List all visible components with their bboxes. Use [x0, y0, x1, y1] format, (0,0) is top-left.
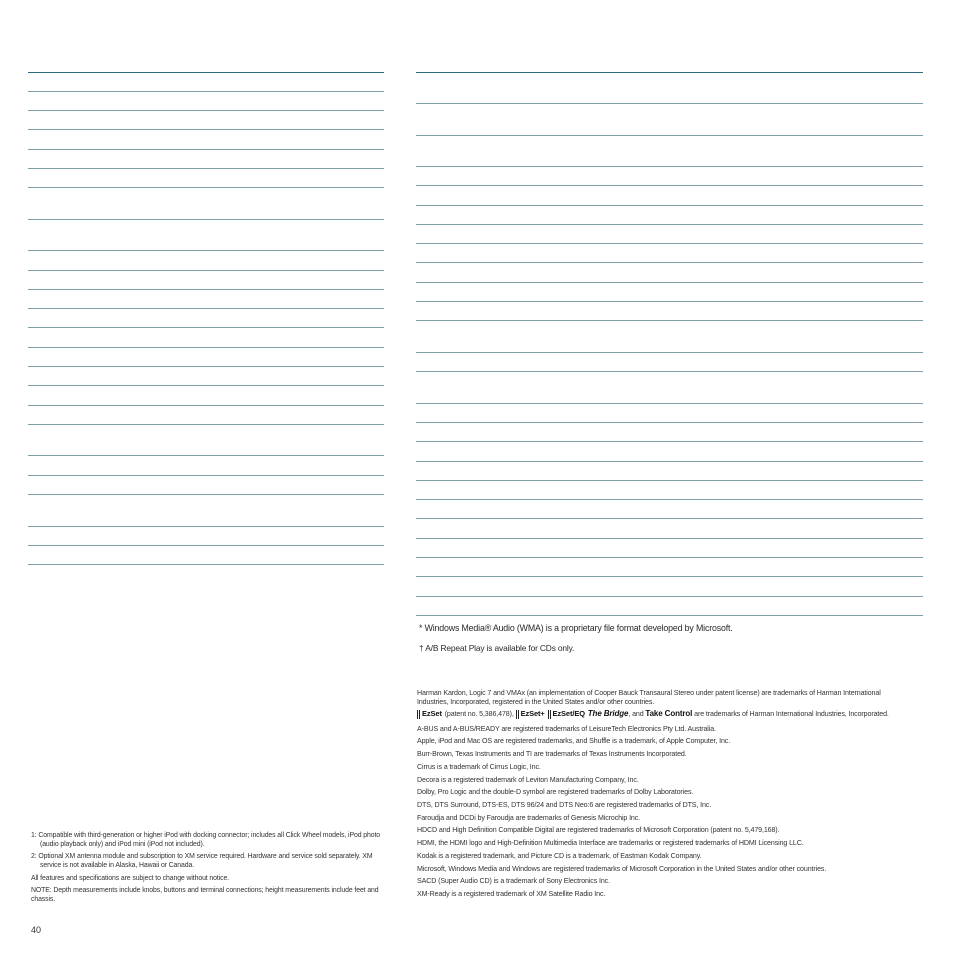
trademark-line: XM-Ready is a registered trademark of XM Satellite Radio Inc. — [417, 889, 606, 898]
receiver-spec-value — [132, 270, 259, 289]
dvd-spec-value — [658, 422, 791, 441]
dvd-spec-value — [791, 372, 923, 404]
dvd-spec-value — [791, 302, 923, 321]
dvd-spec-label — [416, 244, 525, 263]
receiver-spec-value — [132, 309, 259, 328]
dvd-row — [416, 480, 923, 499]
receiver-row — [28, 456, 384, 475]
dvd-row — [416, 538, 923, 557]
dvd-spec-value — [525, 224, 658, 243]
receiver-spec-label — [28, 149, 132, 168]
receiver-spec-value — [132, 168, 259, 187]
ezset-patent-text: (patent no. 5,386,478), — [444, 710, 514, 719]
dvd-spec-value — [525, 72, 658, 104]
receiver-spec-label — [28, 526, 132, 545]
dvd-row — [416, 263, 923, 282]
receiver-model-header — [259, 55, 384, 72]
dvd-row — [416, 104, 923, 136]
dvd-spec-value — [525, 302, 658, 321]
trademark-line: Burr-Brown, Texas Instruments and TI are trademarks of Texas Instruments Incorporated. — [417, 750, 687, 759]
receiver-spec-value — [259, 289, 384, 308]
receiver-spec-value — [132, 289, 259, 308]
receiver-spec-label — [28, 72, 132, 91]
dvd-spec-value — [658, 352, 791, 371]
dvd-spec-value — [525, 577, 658, 596]
receiver-spec-value — [259, 149, 384, 168]
dvd-spec-label — [416, 282, 525, 301]
dvd-spec-label — [416, 558, 525, 577]
dvd-spec-label — [416, 186, 525, 205]
receiver-row — [28, 545, 384, 564]
dvd-spec-value — [658, 500, 791, 519]
receiver-spec-value — [259, 168, 384, 187]
receiver-spec-value — [259, 130, 384, 149]
dvd-spec-value — [658, 442, 791, 461]
dvd-spec-label — [416, 224, 525, 243]
receiver-spec-label — [28, 386, 132, 405]
receiver-model-header — [132, 55, 259, 72]
dvd-row — [416, 461, 923, 480]
receiver-spec-value — [132, 219, 259, 251]
dvd-spec-value — [525, 352, 658, 371]
receiver-spec-label — [28, 219, 132, 251]
dvd-spec-value — [658, 224, 791, 243]
receiver-spec-label — [28, 545, 132, 564]
trademark-line: HDMI, the HDMI logo and High-Definition Multimedia Interface are trademarks or registered trademarks of HDMI Licensing LLC. — [417, 839, 804, 848]
dvd-spec-value — [658, 461, 791, 480]
receiver-spec-value — [259, 270, 384, 289]
dvd-spec-value — [791, 558, 923, 577]
receiver-spec-label — [28, 367, 132, 386]
receiver-spec-value — [259, 251, 384, 270]
receiver-spec-value — [132, 149, 259, 168]
receiver-spec-value — [132, 405, 259, 424]
dvd-spec-label — [416, 480, 525, 499]
dvd-spec-label — [416, 104, 525, 136]
dvd-spec-label — [416, 263, 525, 282]
trademark-notices — [417, 689, 907, 901]
dvd-spec-value — [658, 519, 791, 538]
dvd-spec-value — [525, 167, 658, 186]
receiver-spec-value — [132, 347, 259, 366]
dvd-spec-value — [658, 538, 791, 557]
page-number: 40 — [31, 925, 42, 935]
ezset-eq-logo: EzSet/EQ — [548, 710, 585, 719]
receiver-row — [28, 130, 384, 149]
repeat-play-footnote: † A/B Repeat Play is available for CDs only. — [419, 643, 575, 653]
ipod-compat-note: 1: Compatible with third-generation or higher iPod with docking connector; includes all Click Wheel models, iPod photo (audio playback only) and iPod mini (iPod not included). — [31, 832, 381, 848]
receiver-spec-label — [28, 168, 132, 187]
dvd-spec-value — [791, 263, 923, 282]
receiver-row — [28, 149, 384, 168]
receiver-spec-value — [259, 219, 384, 251]
dvd-spec-label — [416, 519, 525, 538]
dvd-model-header — [791, 55, 923, 72]
dvd-spec-value — [658, 403, 791, 422]
receiver-spec-label — [28, 130, 132, 149]
receiver-spec-value — [259, 386, 384, 405]
dvd-row — [416, 403, 923, 422]
receiver-spec-label — [28, 309, 132, 328]
dvd-spec-value — [525, 461, 658, 480]
dvd-spec-value — [525, 263, 658, 282]
receiver-row — [28, 111, 384, 130]
depth-measurement-note: NOTE: Depth measurements include knobs, buttons and terminal connections; height measurements include feet and chassis. — [31, 887, 379, 904]
receiver-spec-value — [132, 367, 259, 386]
dvd-spec-value — [791, 519, 923, 538]
dvd-spec-value — [791, 442, 923, 461]
dvd-spec-value — [525, 135, 658, 167]
receiver-spec-label — [28, 347, 132, 366]
dvd-model-header — [525, 55, 658, 72]
receiver-spec-value — [259, 545, 384, 564]
receiver-row — [28, 424, 384, 456]
trademark-line: Kodak is a registered trademark, and Picture CD is a trademark, of Eastman Kodak Company. — [417, 851, 702, 860]
the-bridge-logo: The Bridge — [587, 709, 629, 719]
dvd-spec-value — [791, 461, 923, 480]
receiver-row — [28, 289, 384, 308]
receiver-spec-value — [132, 424, 259, 456]
dvd-spec-label — [416, 135, 525, 167]
dvd-spec-value — [525, 442, 658, 461]
receiver-spec-label — [28, 475, 132, 494]
dvd-spec-value — [525, 186, 658, 205]
receiver-spec-value — [132, 188, 259, 220]
dvd-spec-label — [416, 403, 525, 422]
dvd-spec-value — [525, 104, 658, 136]
dvd-spec-value — [658, 135, 791, 167]
dvd-row — [416, 167, 923, 186]
receiver-spec-value — [259, 72, 384, 91]
dvd-spec-value — [791, 352, 923, 371]
dvd-spec-value — [791, 186, 923, 205]
dvd-spec-value — [791, 167, 923, 186]
receiver-row — [28, 219, 384, 251]
take-control-logo: Take Control — [645, 709, 693, 719]
receiver-spec-label — [28, 328, 132, 347]
receiver-spec-value — [259, 456, 384, 475]
dvd-spec-value — [658, 186, 791, 205]
trademark-line: Apple, iPod and Mac OS are registered trademarks, and Shuffle is a trademark, of Apple Computer, Inc. — [417, 737, 731, 746]
dvd-spec-value — [791, 205, 923, 224]
receiver-spec-value — [132, 495, 259, 527]
dvd-spec-label — [416, 167, 525, 186]
dvd-spec-value — [791, 104, 923, 136]
dvd-spec-value — [525, 480, 658, 499]
receiver-row — [28, 347, 384, 366]
dvd-spec-value — [791, 538, 923, 557]
receiver-row — [28, 72, 384, 91]
receiver-notes — [31, 832, 386, 909]
receiver-spec-label — [28, 424, 132, 456]
receiver-row — [28, 328, 384, 347]
trademark-line: Dolby, Pro Logic and the double-D symbol are registered trademarks of Dolby Laboratories. — [417, 788, 694, 797]
dvd-spec-value — [525, 205, 658, 224]
dvd-header-row — [416, 55, 923, 72]
dvd-row — [416, 135, 923, 167]
trademark-line: SACD (Super Audio CD) is a trademark of Sony Electronics Inc. — [417, 877, 610, 886]
receiver-spec-table — [28, 55, 384, 565]
receiver-spec-value — [132, 251, 259, 270]
dvd-row — [416, 205, 923, 224]
receiver-row — [28, 91, 384, 110]
dvd-spec-value — [791, 224, 923, 243]
dvd-spec-value — [525, 403, 658, 422]
ezset-logo: EzSet — [417, 710, 442, 719]
dvd-spec-value — [658, 167, 791, 186]
wma-footnote: * Windows Media® Audio (WMA) is a proprietary file format developed by Microsoft. — [419, 623, 733, 633]
third-party-trademark-list — [417, 723, 907, 901]
receiver-spec-label — [28, 495, 132, 527]
dvd-spec-value — [525, 244, 658, 263]
dvd-spec-value — [658, 205, 791, 224]
receiver-spec-value — [259, 328, 384, 347]
receiver-spec-value — [132, 72, 259, 91]
dvd-row — [416, 244, 923, 263]
dvd-spec-value — [658, 321, 791, 353]
receiver-spec-label — [28, 111, 132, 130]
dvd-spec-value — [791, 596, 923, 615]
receiver-row — [28, 270, 384, 289]
dvd-spec-value — [658, 480, 791, 499]
receiver-header-label — [28, 55, 132, 72]
dvd-spec-label — [416, 302, 525, 321]
receiver-row — [28, 188, 384, 220]
dvd-spec-value — [791, 72, 923, 104]
dvd-spec-label — [416, 577, 525, 596]
receiver-spec-value — [132, 526, 259, 545]
dvd-row — [416, 224, 923, 243]
dvd-spec-value — [791, 321, 923, 353]
receiver-spec-value — [132, 475, 259, 494]
dvd-spec-value — [525, 321, 658, 353]
receiver-spec-value — [132, 456, 259, 475]
dvd-spec-label — [416, 205, 525, 224]
dvd-spec-label — [416, 538, 525, 557]
harman-logos-text: are trademarks of Harman International Industries, Incorporated. — [694, 710, 889, 719]
receiver-spec-value — [132, 328, 259, 347]
trademark-line: Decora is a registered trademark of Leviton Manufacturing Company, Inc. — [417, 775, 639, 784]
dvd-spec-value — [658, 72, 791, 104]
dvd-row — [416, 558, 923, 577]
dvd-spec-label — [416, 442, 525, 461]
receiver-spec-value — [259, 405, 384, 424]
dvd-row — [416, 372, 923, 404]
receiver-spec-value — [259, 475, 384, 494]
receiver-spec-value — [259, 91, 384, 110]
dvd-spec-value — [791, 282, 923, 301]
dvd-row — [416, 72, 923, 104]
trademark-line: Microsoft, Windows Media and Windows are registered trademarks of Microsoft Corporation in the United States and/or other countries. — [417, 864, 827, 873]
dvd-spec-value — [658, 302, 791, 321]
dvd-row — [416, 422, 923, 441]
receiver-spec-value — [132, 386, 259, 405]
dvd-spec-label — [416, 500, 525, 519]
receiver-row — [28, 526, 384, 545]
receiver-row — [28, 168, 384, 187]
receiver-spec-label — [28, 251, 132, 270]
receiver-spec-label — [28, 405, 132, 424]
dvd-spec-value — [525, 282, 658, 301]
receiver-spec-value — [132, 545, 259, 564]
dvd-model-header — [658, 55, 791, 72]
dvd-row — [416, 321, 923, 353]
receiver-spec-value — [259, 111, 384, 130]
receiver-row — [28, 475, 384, 494]
dvd-spec-value — [791, 480, 923, 499]
dvd-spec-value — [658, 282, 791, 301]
dvd-spec-value — [658, 104, 791, 136]
dvd-spec-label — [416, 321, 525, 353]
dvd-row — [416, 442, 923, 461]
dvd-spec-value — [525, 519, 658, 538]
dvd-spec-label — [416, 461, 525, 480]
receiver-spec-value — [259, 424, 384, 456]
receiver-row — [28, 386, 384, 405]
receiver-spec-value — [132, 111, 259, 130]
dvd-spec-label — [416, 422, 525, 441]
dvd-row — [416, 352, 923, 371]
receiver-spec-value — [259, 526, 384, 545]
dvd-spec-value — [525, 372, 658, 404]
receiver-spec-value — [259, 495, 384, 527]
dvd-row — [416, 500, 923, 519]
dvd-spec-table — [416, 55, 923, 616]
receiver-row — [28, 367, 384, 386]
receiver-header-row — [28, 55, 384, 72]
trademark-line: DTS, DTS Surround, DTS-ES, DTS 96/24 and DTS Neo:6 are registered trademarks of DTS, Inc. — [417, 801, 712, 809]
dvd-spec-value — [658, 577, 791, 596]
receiver-spec-value — [132, 91, 259, 110]
dvd-spec-value — [658, 596, 791, 615]
receiver-row — [28, 309, 384, 328]
dvd-row — [416, 186, 923, 205]
receiver-spec-value — [132, 130, 259, 149]
trademark-line: Cirrus is a trademark of Cirrus Logic, Inc. — [417, 762, 541, 771]
dvd-spec-value — [658, 558, 791, 577]
spec-change-note: All features and specifications are subject to change without notice. — [31, 874, 230, 882]
receiver-spec-label — [28, 456, 132, 475]
harman-trademark-notice: Harman Kardon, Logic 7 and VMAx (an implementation of Cooper Bauck Transaural Stereo under patent license) are trademarks of Harman International Industries, Incorporated, registered in the United States and/or other countries. — [417, 689, 881, 706]
ezset-plus-logo: EzSet+ — [516, 710, 545, 719]
trademark-line: HDCD and High Definition Compatible Digital are registered trademarks of Microsoft Corporation (patent no. 5,479,168). — [417, 826, 780, 835]
receiver-spec-value — [259, 367, 384, 386]
dvd-spec-value — [658, 263, 791, 282]
dvd-spec-label — [416, 72, 525, 104]
dvd-row — [416, 519, 923, 538]
receiver-spec-label — [28, 91, 132, 110]
dvd-row — [416, 596, 923, 615]
dvd-spec-value — [791, 577, 923, 596]
dvd-spec-value — [791, 135, 923, 167]
receiver-row — [28, 251, 384, 270]
receiver-spec-value — [259, 188, 384, 220]
trademark-line: Faroudja and DCDi by Faroudja are trademarks of Genesis Microchip Inc. — [417, 813, 641, 822]
dvd-spec-value — [791, 244, 923, 263]
dvd-spec-value — [525, 422, 658, 441]
dvd-header-label — [416, 55, 525, 72]
receiver-spec-label — [28, 188, 132, 220]
receiver-row — [28, 495, 384, 527]
receiver-spec-label — [28, 289, 132, 308]
dvd-spec-value — [658, 372, 791, 404]
xm-service-note: 2: Optional XM antenna module and subscription to XM service required. Hardware and service sold separately. XM service is not available in Alaska, Hawaii or Canada. — [31, 853, 373, 870]
dvd-spec-value — [658, 244, 791, 263]
dvd-spec-value — [791, 500, 923, 519]
dvd-row — [416, 577, 923, 596]
receiver-spec-value — [259, 309, 384, 328]
dvd-spec-label — [416, 596, 525, 615]
receiver-spec-label — [28, 270, 132, 289]
receiver-spec-value — [259, 347, 384, 366]
trademark-line: A-BUS and A-BUS/READY are registered trademarks of LeisureTech Electronics Pty Ltd. Australia. — [417, 724, 716, 733]
dvd-spec-value — [525, 500, 658, 519]
dvd-spec-value — [791, 422, 923, 441]
logos-and-text: , and — [628, 710, 644, 719]
dvd-spec-label — [416, 352, 525, 371]
dvd-spec-value — [525, 558, 658, 577]
dvd-row — [416, 302, 923, 321]
receiver-row — [28, 405, 384, 424]
dvd-spec-value — [791, 403, 923, 422]
harman-logos-notice — [417, 710, 907, 719]
dvd-spec-value — [525, 596, 658, 615]
dvd-spec-label — [416, 372, 525, 404]
dvd-spec-value — [525, 538, 658, 557]
dvd-row — [416, 282, 923, 301]
